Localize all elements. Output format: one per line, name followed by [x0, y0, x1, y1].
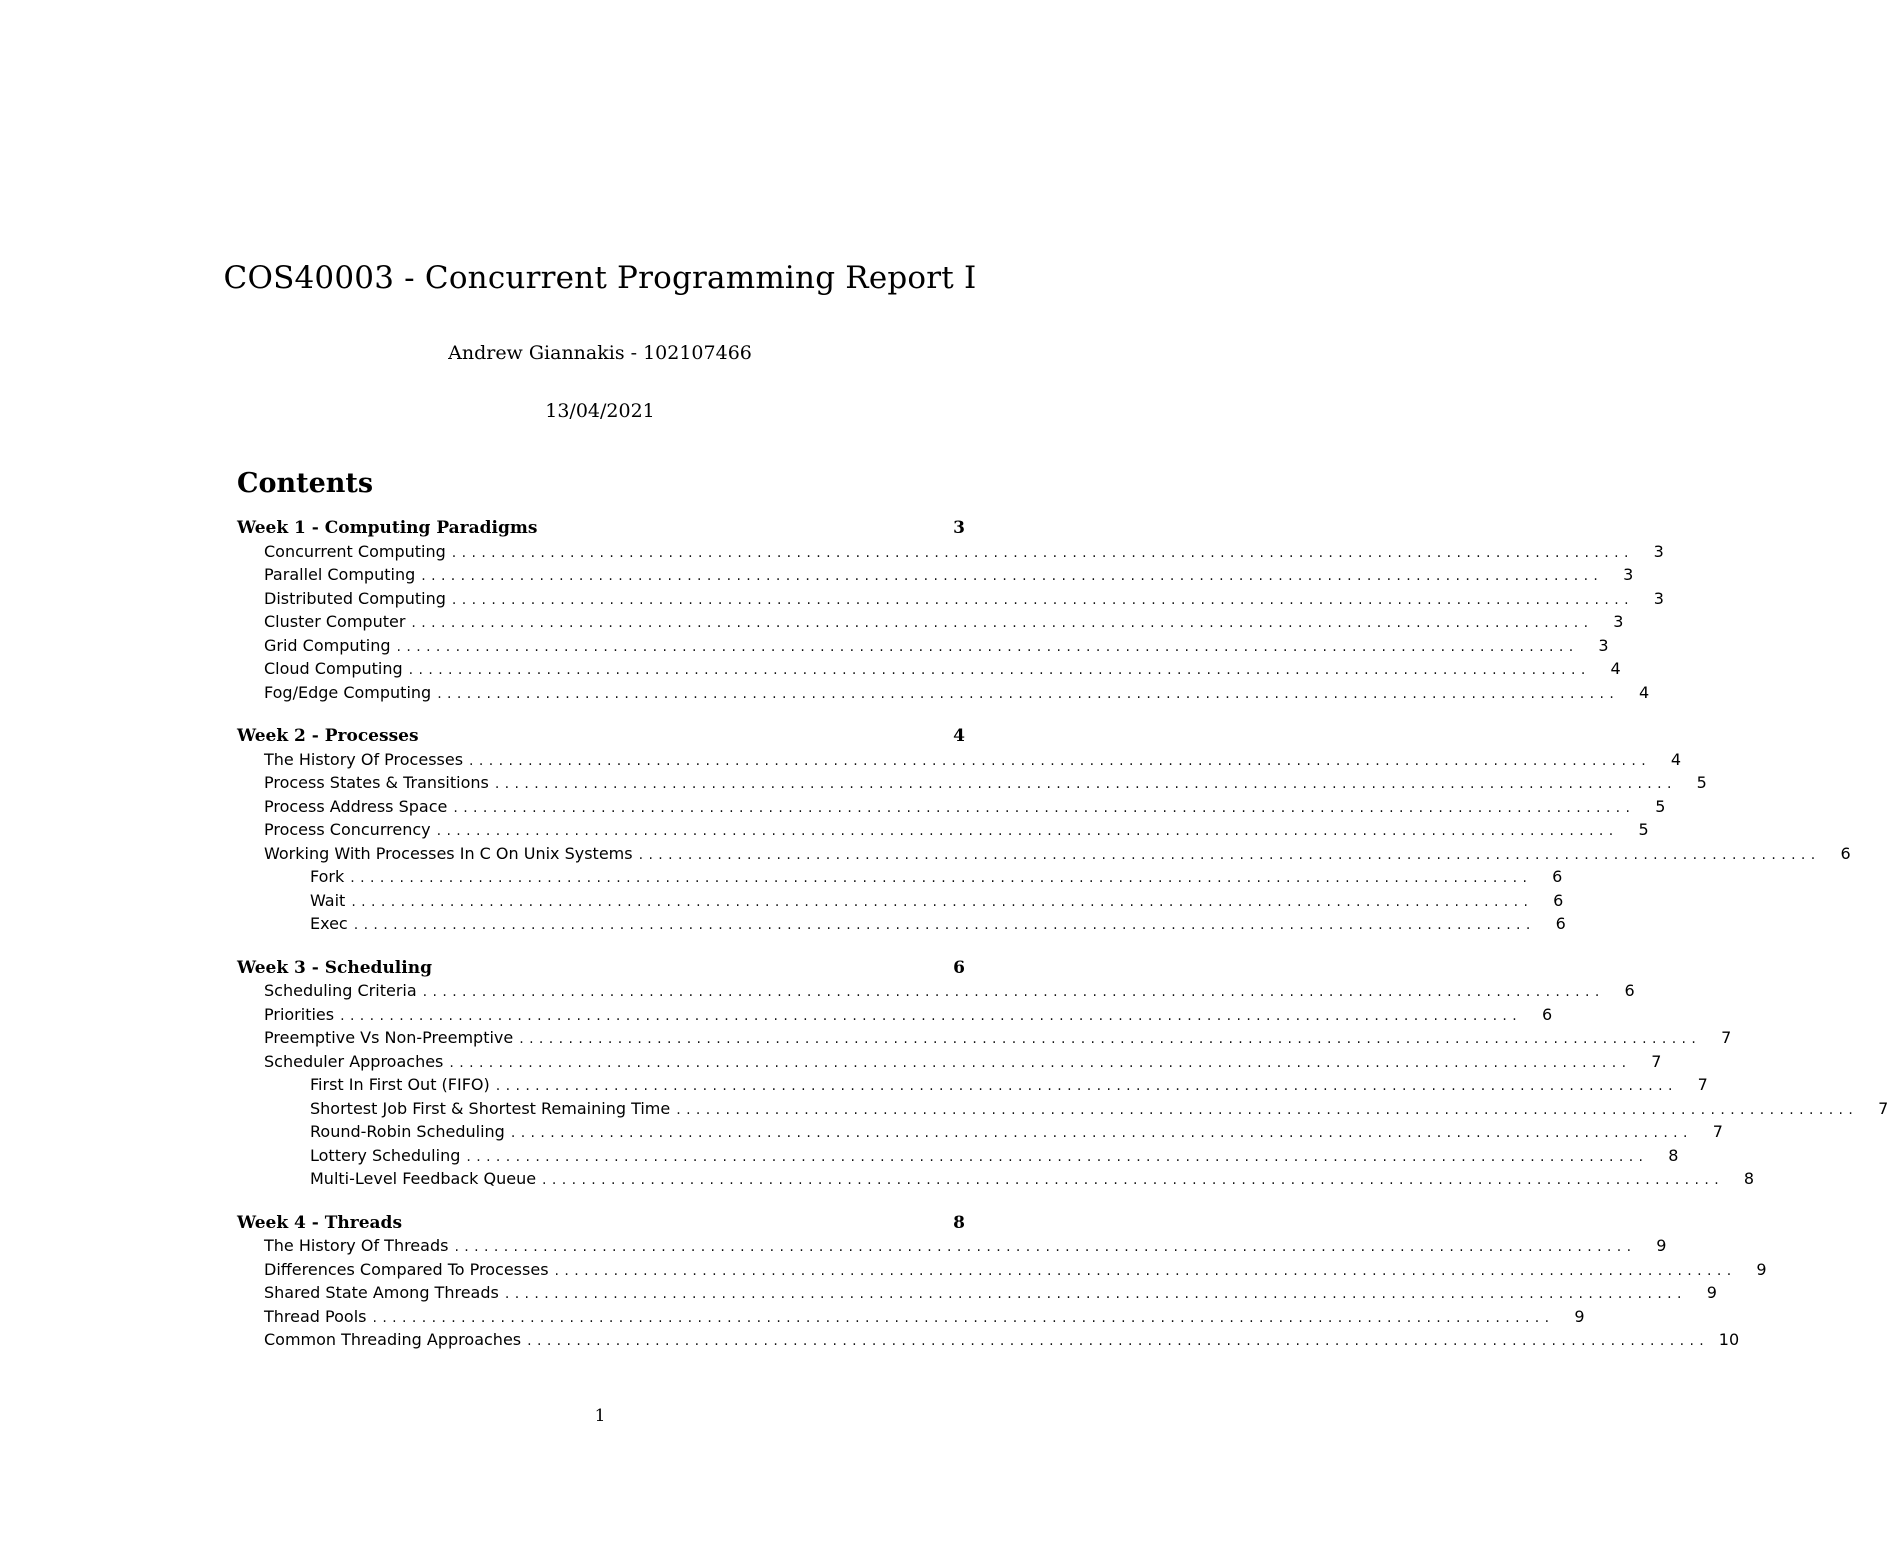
toc-entry[interactable]: [237, 796, 1666, 821]
toc-entry-page: 3: [1623, 565, 1634, 584]
dot-leader: ........................................................................................................................: [519, 1031, 1702, 1047]
toc-section: [237, 1212, 1767, 1354]
toc-section-label: Week 4 - Threads: [237, 1212, 403, 1233]
dot-leader: ........................................................................................................................: [676, 1101, 1859, 1118]
toc-entry-page: 9: [1574, 1306, 1585, 1326]
toc-section-page: 6: [953, 957, 965, 978]
toc-entry[interactable]: [237, 682, 1650, 707]
dot-leader: ........................................................................................................................: [449, 1054, 1632, 1071]
dot-leader: ........................................................................................................................: [494, 776, 1677, 792]
dot-leader: ........................................................................................................................: [504, 1286, 1687, 1302]
table-of-contents: [237, 518, 1888, 1374]
toc-entry-page: 5: [1696, 773, 1707, 792]
toc-entry[interactable]: [237, 1004, 1553, 1029]
dot-leader: ........................................................................................................................: [527, 1333, 1710, 1349]
contents-heading: Contents: [237, 468, 374, 499]
toc-entry-label: Fog/Edge Computing: [264, 682, 432, 702]
toc-entry-page: 6: [1555, 914, 1566, 933]
toc-entry-page: 6: [1541, 1004, 1553, 1024]
toc-entry[interactable]: [237, 588, 1664, 613]
toc-entry-page: 7: [1697, 1075, 1708, 1094]
toc-entry-label: Cloud Computing: [264, 659, 403, 678]
dot-leader: ........................................................................................................................: [510, 1125, 1693, 1141]
toc-entry-label: First In First Out (FIFO): [310, 1075, 490, 1094]
toc-section-heading[interactable]: [237, 726, 965, 750]
dot-leader: ........................................................................................................................: [466, 1148, 1649, 1165]
toc-entry-page: 5: [1655, 796, 1666, 816]
toc-entry-page: 10: [1718, 1330, 1740, 1349]
toc-entry[interactable]: [237, 541, 1664, 566]
toc-entry[interactable]: [237, 820, 1649, 844]
toc-entry[interactable]: [237, 565, 1634, 589]
toc-section-label: Week 2 - Processes: [237, 726, 419, 746]
toc-entry-label: Lottery Scheduling: [310, 1145, 461, 1165]
toc-entry-page: 3: [1653, 588, 1664, 608]
toc-entry-label: Distributed Computing: [264, 588, 446, 608]
toc-section-heading[interactable]: [237, 958, 965, 982]
document-title: COS40003 - Concurrent Programming Report I: [223, 260, 977, 296]
toc-entry-label: Cluster Computer: [264, 612, 406, 631]
toc-entry-label: Thread Pools: [264, 1306, 367, 1326]
toc-entry-label: Process States & Transitions: [264, 773, 489, 792]
toc-entry-page: 6: [1553, 890, 1564, 910]
toc-entry-page: 3: [1598, 635, 1609, 655]
toc-entry[interactable]: [237, 1169, 1755, 1193]
toc-entry[interactable]: [237, 1145, 1679, 1170]
toc-entry-page: 6: [1552, 867, 1563, 886]
toc-entry-page: 3: [1613, 612, 1624, 631]
dot-leader: ........................................................................................................................: [437, 685, 1620, 702]
toc-section-page: 8: [953, 1212, 965, 1233]
dot-leader: ........................................................................................................................: [638, 846, 1821, 863]
toc-entry[interactable]: [237, 1122, 1723, 1146]
toc-section-heading[interactable]: [237, 518, 965, 542]
toc-entry-label: Wait: [310, 890, 346, 910]
toc-entry[interactable]: [237, 1283, 1717, 1307]
toc-entry-label: Grid Computing: [264, 635, 391, 655]
dot-leader: ........................................................................................................................: [340, 1007, 1523, 1024]
toc-entry[interactable]: [237, 1330, 1740, 1354]
toc-entry-label: Parallel Computing: [264, 565, 416, 584]
dot-leader: ........................................................................................................................: [411, 615, 1594, 631]
dot-leader: ........................................................................................................................: [353, 917, 1536, 933]
dot-leader: ........................................................................................................................: [554, 1262, 1737, 1279]
toc-section: [237, 957, 1888, 1193]
toc-entry[interactable]: [237, 843, 1851, 868]
toc-entry[interactable]: [237, 1051, 1662, 1076]
toc-entry-page: 7: [1878, 1098, 1888, 1118]
dot-leader: ........................................................................................................................: [436, 823, 1619, 839]
toc-entry-page: 6: [1840, 843, 1851, 863]
dot-leader: ........................................................................................................................: [469, 752, 1652, 769]
toc-entry[interactable]: [237, 1028, 1732, 1052]
toc-entry-label: Common Threading Approaches: [264, 1330, 522, 1349]
toc-entry[interactable]: [237, 914, 1566, 938]
toc-entry[interactable]: [237, 612, 1624, 636]
toc-entry-page: 6: [1624, 981, 1635, 1000]
dot-leader: ........................................................................................................................: [453, 799, 1636, 816]
dot-leader: ........................................................................................................................: [350, 870, 1533, 886]
dot-leader: ........................................................................................................................: [454, 1239, 1637, 1255]
dot-leader: ........................................................................................................................: [422, 984, 1605, 1000]
toc-section-page: 3: [953, 518, 965, 538]
toc-entry-label: Exec: [310, 914, 348, 933]
dot-leader: ........................................................................................................................: [408, 662, 1591, 678]
toc-section-heading[interactable]: [237, 1213, 965, 1237]
toc-entry[interactable]: [237, 659, 1621, 683]
toc-entry-label: Process Concurrency: [264, 820, 431, 839]
toc-entry-label: Scheduling Criteria: [264, 981, 417, 1000]
toc-entry[interactable]: [237, 890, 1564, 915]
toc-entry-label: Round-Robin Scheduling: [310, 1122, 505, 1141]
toc-entry-page: 5: [1638, 820, 1649, 839]
toc-entry-label: Process Address Space: [264, 796, 448, 816]
toc-entry-label: Working With Processes In C On Unix Systems: [264, 843, 633, 863]
toc-entry[interactable]: [237, 981, 1635, 1005]
toc-entry-page: 8: [1743, 1169, 1755, 1188]
dot-leader: ........................................................................................................................: [396, 638, 1579, 655]
toc-entry-page: 4: [1670, 749, 1682, 769]
dot-leader: ........................................................................................................................: [372, 1309, 1555, 1326]
toc-entry-label: Preemptive Vs Non-Preemptive: [264, 1028, 514, 1047]
toc-entry[interactable]: [237, 773, 1707, 797]
toc-entry-page: 7: [1651, 1051, 1662, 1071]
toc-entry-label: Priorities: [264, 1004, 335, 1024]
toc-entry-page: 3: [1653, 541, 1664, 561]
toc-entry-page: 4: [1610, 659, 1621, 678]
toc-entry[interactable]: [237, 635, 1609, 660]
toc-section: [237, 726, 1851, 938]
toc-entry[interactable]: [237, 1098, 1888, 1123]
toc-entry-page: 7: [1712, 1122, 1723, 1141]
toc-entry-page: 9: [1706, 1283, 1717, 1302]
toc-section-page: 4: [953, 726, 965, 746]
toc-entry-label: The History Of Processes: [264, 749, 464, 769]
toc-entry[interactable]: [237, 1259, 1767, 1284]
document-author: Andrew Giannakis - 102107466: [448, 342, 752, 364]
dot-leader: ........................................................................................................................: [351, 893, 1534, 910]
toc-entry-label: Concurrent Computing: [264, 541, 446, 561]
toc-section-label: Week 3 - Scheduling: [237, 957, 432, 978]
toc-entry-label: Differences Compared To Processes: [264, 1259, 549, 1279]
toc-entry-label: Shared State Among Threads: [264, 1283, 499, 1302]
toc-entry-label: The History Of Threads: [264, 1236, 449, 1255]
toc-entry-label: Multi-Level Feedback Queue: [310, 1169, 537, 1188]
dot-leader: ........................................................................................................................: [542, 1172, 1725, 1188]
dot-leader: ........................................................................................................................: [495, 1078, 1678, 1094]
toc-entry[interactable]: [237, 867, 1563, 891]
document-date: 13/04/2021: [545, 400, 655, 422]
toc-entry-label: Shortest Job First & Shortest Remaining Time: [310, 1098, 671, 1118]
toc-entry-label: Fork: [310, 867, 345, 886]
toc-entry-page: 9: [1756, 1259, 1767, 1279]
toc-entry[interactable]: [237, 1306, 1585, 1331]
toc-entry-page: 9: [1656, 1236, 1667, 1255]
toc-section-label: Week 1 - Computing Paradigms: [237, 518, 538, 538]
toc-section: [237, 518, 1664, 706]
dot-leader: ........................................................................................................................: [451, 544, 1634, 561]
toc-entry[interactable]: [237, 749, 1682, 774]
toc-entry-label: Scheduler Approaches: [264, 1051, 444, 1071]
page-number: 1: [594, 1406, 606, 1426]
dot-leader: ........................................................................................................................: [451, 591, 1634, 608]
toc-entry[interactable]: [237, 1075, 1708, 1099]
toc-entry-page: 8: [1668, 1145, 1679, 1165]
toc-entry-page: 4: [1639, 682, 1650, 702]
dot-leader: ........................................................................................................................: [421, 568, 1604, 584]
toc-entry[interactable]: [237, 1236, 1667, 1260]
toc-entry-page: 7: [1721, 1028, 1732, 1047]
